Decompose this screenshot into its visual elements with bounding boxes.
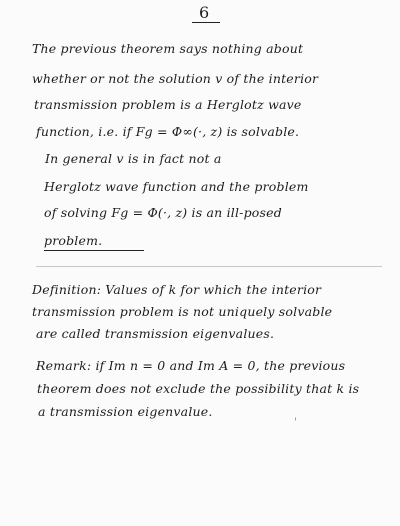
note-line-1: The previous theorem says nothing about (32, 41, 304, 56)
note-line-5: In general v is in fact not a (45, 151, 222, 166)
remark-line-2: theorem does not exclude the possibility that k is (37, 381, 360, 396)
note-line-4: function, i.e. if Fg = Φ∞(·, z) is solvable. (36, 124, 300, 139)
stray-mark: ' (294, 417, 297, 428)
definition-line-2: transmission problem is not uniquely solvable (32, 304, 333, 319)
note-line-3: transmission problem is a Herglotz wave (34, 97, 302, 112)
definition-line-1: Definition: Values of k for which the interior (32, 282, 322, 297)
remark-line-1: Remark: if Im n = 0 and Im A = 0, the previous (36, 358, 346, 373)
note-line-7: of solving Fg = Φ(·, z) is an ill-posed (44, 205, 282, 220)
definition-line-3: are called transmission eigenvalues. (36, 326, 275, 341)
page-number-rule (192, 22, 220, 23)
section-divider (36, 266, 382, 267)
remark-line-3: a transmission eigenvalue. (38, 404, 213, 419)
note-line-2: whether or not the solution v of the interior (32, 71, 319, 86)
note-line-8: problem. (44, 233, 144, 251)
page-number: 6 (199, 3, 210, 22)
note-line-6: Herglotz wave function and the problem (44, 179, 309, 194)
